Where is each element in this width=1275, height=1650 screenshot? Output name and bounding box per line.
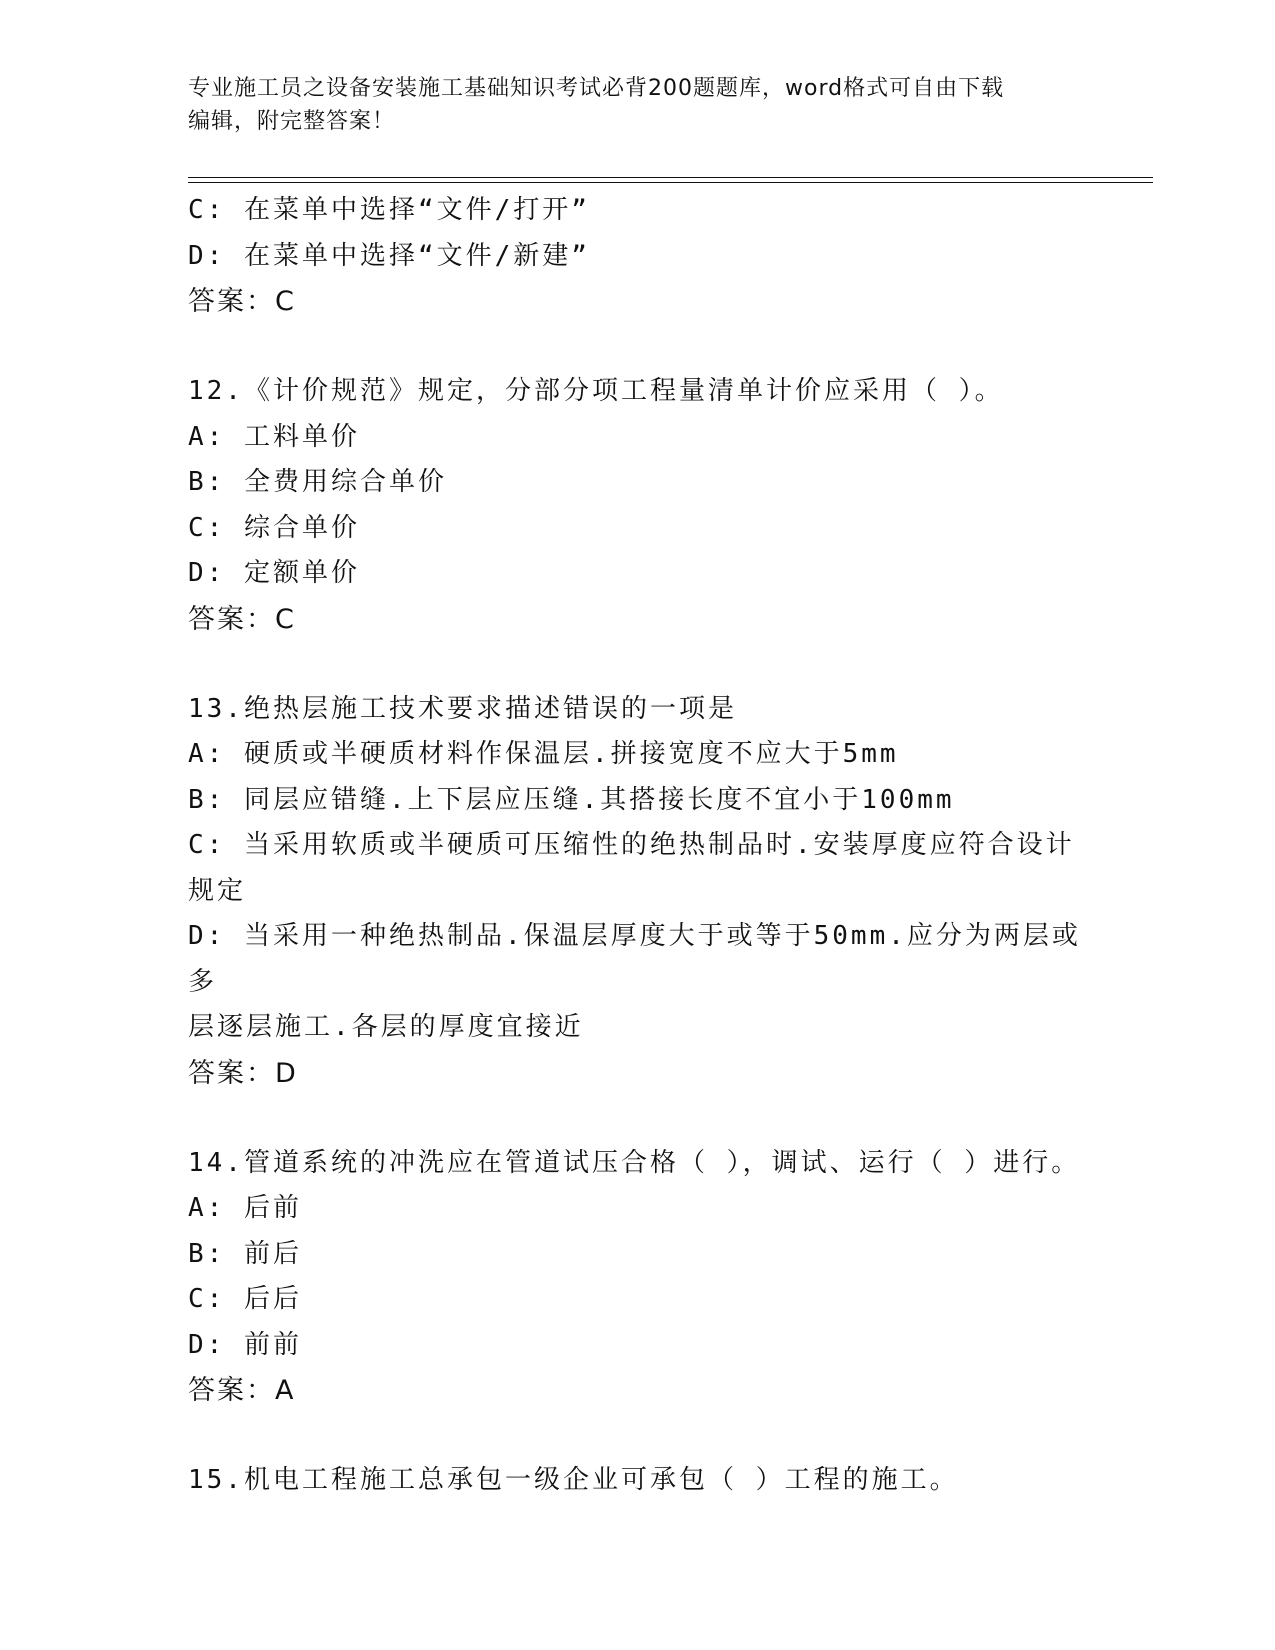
option-c: C: 在菜单中选择“文件/打开”: [188, 195, 590, 225]
question-list: [188, 188, 1088, 1504]
question-14: [188, 1141, 1088, 1415]
question-11: [188, 188, 1088, 325]
option-c: C: 综合单价: [188, 512, 360, 543]
question-text: 14.管道系统的冲洗应在管道试压合格（ ），调试、运行（ ）进行。: [188, 1147, 1081, 1178]
header-line-2: 编辑，附完整答案！: [188, 109, 396, 134]
spacer: [188, 1414, 1088, 1458]
document-header: [188, 72, 1088, 138]
question-text: 13.绝热层施工技术要求描述错误的一项是: [188, 693, 737, 724]
spacer: [188, 643, 1088, 687]
option-c-continued: 规定: [188, 875, 247, 906]
option-a: A: 后前: [188, 1193, 302, 1223]
header-divider-top: [188, 177, 1153, 178]
option-d: D: 前前: [188, 1329, 302, 1360]
header-line-1: 专业施工员之设备安装施工基础知识考试必背200题题库，word格式可自由下载: [188, 76, 1005, 101]
answer: 答案：D: [188, 1057, 298, 1089]
option-b: B: 同层应错缝.上下层应压缝.其搭接长度不宜小于100mm: [188, 784, 955, 815]
header-divider-bottom: [188, 182, 1153, 183]
question-15: [188, 1458, 1088, 1504]
option-b: B: 前后: [188, 1238, 302, 1269]
spacer: [188, 325, 1088, 369]
spacer: [188, 1097, 1088, 1141]
question-text: 12.《计价规范》规定，分部分项工程量清单计价应采用（ ）。: [188, 376, 1004, 406]
option-a: A: 硬质或半硬质材料作保温层.拼接宽度不应大于5mm: [188, 739, 899, 769]
question-12: [188, 369, 1088, 643]
answer: 答案：C: [188, 286, 296, 317]
answer: 答案：C: [188, 603, 296, 635]
option-d: D: 定额单价: [188, 558, 360, 588]
option-a: A: 工料单价: [188, 421, 360, 452]
question-text: 15.机电工程施工总承包一级企业可承包（ ）工程的施工。: [188, 1465, 959, 1495]
option-d: D: 在菜单中选择“文件/新建”: [188, 240, 590, 271]
option-c: C: 后后: [188, 1284, 302, 1314]
option-d-continued: 层逐层施工.各层的厚度宜接近: [188, 1012, 584, 1042]
option-c: C: 当采用软质或半硬质可压缩性的绝热制品时.安装厚度应符合设计: [188, 830, 1075, 860]
answer: 答案：A: [188, 1375, 296, 1406]
option-d: D: 当采用一种绝热制品.保温层厚度大于或等于50mm.应分为两层或多: [188, 921, 1081, 997]
question-13: [188, 687, 1088, 1097]
option-b: B: 全费用综合单价: [188, 467, 447, 497]
